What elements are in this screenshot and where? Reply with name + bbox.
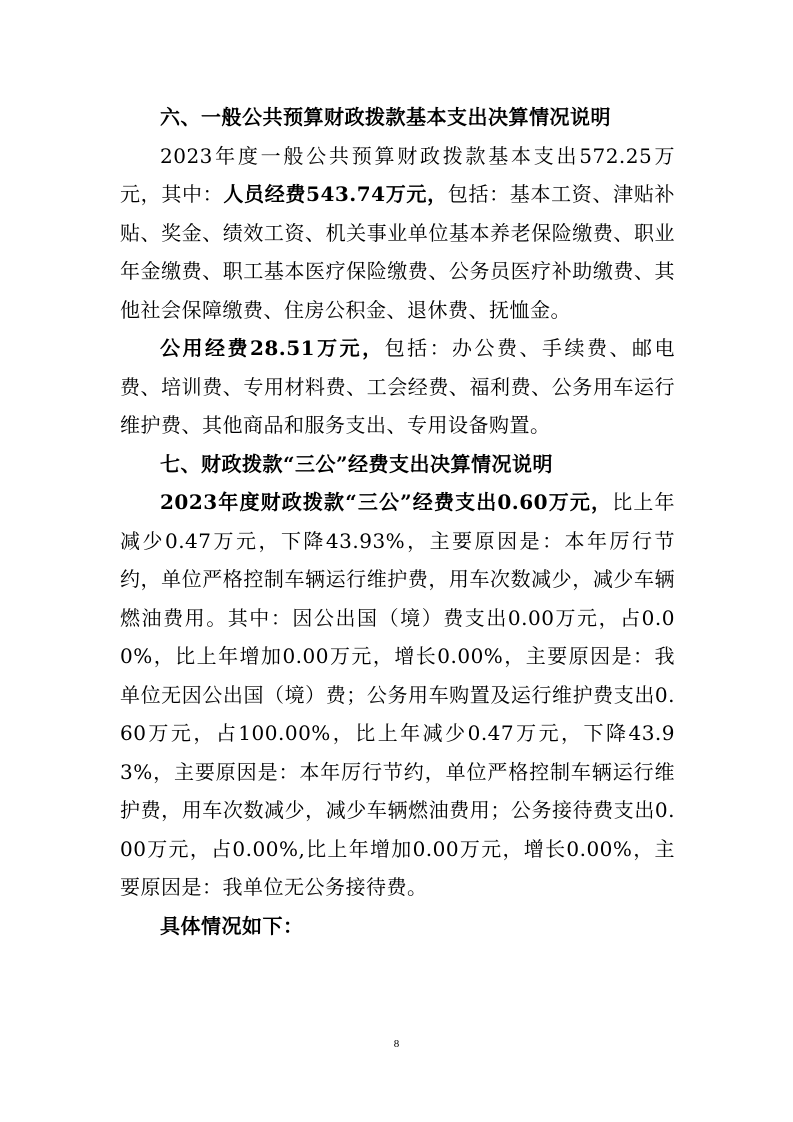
paragraph-three-public [120,483,675,907]
paragraph-text: 2023年度一般公共预算财政拨款基本支出572.25万元，其中： [120,143,675,206]
page-number: 8 [393,1038,400,1050]
paragraph-basic-expenditure [120,137,675,330]
paragraph-public-expense [120,329,675,445]
public-expense-bold: 公用经费28.51万元， [160,336,385,360]
section-heading-6: 六、一般公共预算财政拨款基本支出决算情况说明 [160,105,611,129]
details-heading: 具体情况如下： [160,913,304,938]
document-body [120,98,675,945]
paragraph-text: 比上年减少0.47万元，下降43.93%，主要原因是：本年厉行节约，单位严格控制车辆运行维护费，用车次数减少，减少车辆燃油费用。其中：因公出国（境）费支出0.00万元，占0.00%，比上年增加0.00万元，增长0.00%，主要原因是：我单位无因公出国（境）费；公务用车购置及运行维护费支出0.60万元，占100.00%，比上年减少0.47万元，下降43.93%，主要原因是：本年厉行节约，单位严格控制车辆运行维护费，用车次数减少，减少车辆燃油费用；公务接待费支出0.00万元，占0.00%,比上年增加0.00万元，增长0.00%，主要原因是：我单位无公务接待费。 [120,490,675,899]
section-heading-7: 七、财政拨款“三公”经费支出决算情况说明 [160,451,554,476]
paragraph-text: 包括：办公费、手续费、邮电费、培训费、专用材料费、工会经费、福利费、公务用车运行维护费、其他商品和服务支出、专用设备购置。 [120,336,675,437]
three-public-bold: 2023年度财政拨款“三公”经费支出0.60万元， [160,490,613,514]
personnel-expense-bold: 人员经费543.74万元， [223,182,448,206]
paragraph-text: 包括：基本工资、津贴补贴、奖金、绩效工资、机关事业单位基本养老保险缴费、职业年金缴费、职工基本医疗保险缴费、公务员医疗补助缴费、其他社会保障缴费、住房公积金、退休费、抚恤金。 [120,182,675,322]
